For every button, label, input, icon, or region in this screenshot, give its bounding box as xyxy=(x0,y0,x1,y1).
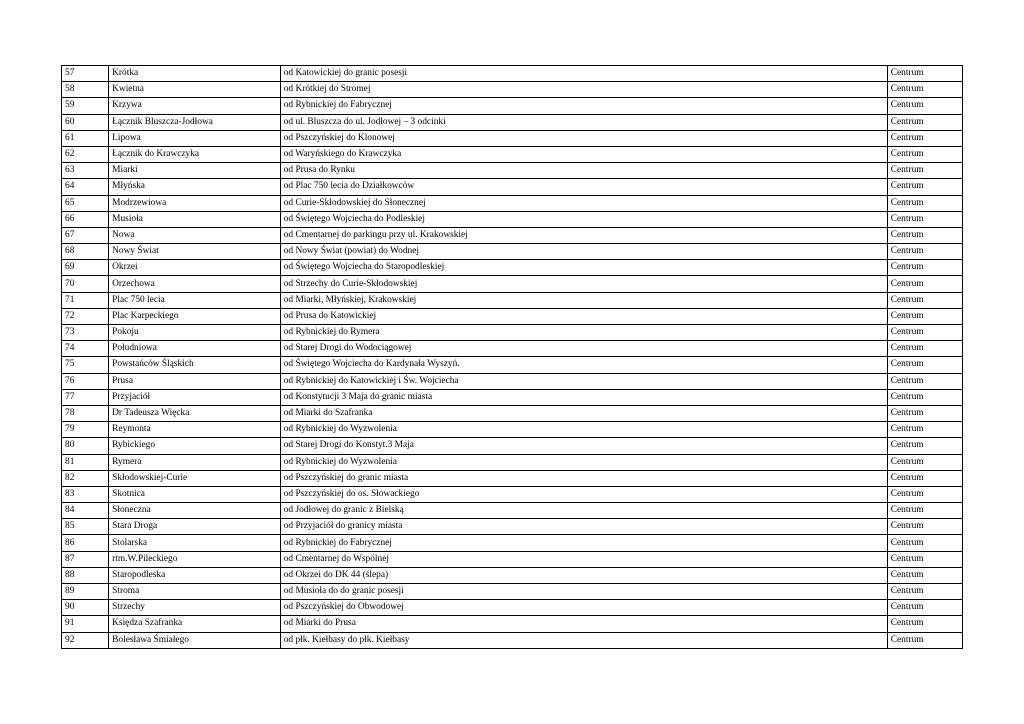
table-row xyxy=(62,66,963,82)
street-range: od Prusa do Katowickiej xyxy=(280,308,887,324)
street-range: od Rybnickiej do Rymera xyxy=(280,325,887,341)
table-row xyxy=(62,260,963,276)
table-row xyxy=(62,308,963,324)
zone-name: Centrum xyxy=(887,325,962,341)
street-name: Łącznik do Krawczyka xyxy=(109,146,281,162)
zone-name: Centrum xyxy=(887,292,962,308)
street-range: od Rybnickiej do Wyzwolenia xyxy=(280,422,887,438)
table-row xyxy=(62,179,963,195)
zone-name: Centrum xyxy=(887,405,962,421)
row-number: 64 xyxy=(62,179,109,195)
street-name: Przyjaciół xyxy=(109,389,281,405)
table-row xyxy=(62,146,963,162)
table-row xyxy=(62,82,963,98)
table-row xyxy=(62,438,963,454)
street-name: Powstańców Śląskich xyxy=(109,357,281,373)
street-name: Skotnica xyxy=(109,486,281,502)
street-range: od Nowy Świat (powiat) do Wodnej xyxy=(280,244,887,260)
street-range: od Pszczyńskiej do os. Słowackiego xyxy=(280,486,887,502)
street-name: Rybickiego xyxy=(109,438,281,454)
row-number: 85 xyxy=(62,519,109,535)
table-row xyxy=(62,227,963,243)
table-row xyxy=(62,373,963,389)
row-number: 89 xyxy=(62,584,109,600)
street-name: Prusa xyxy=(109,373,281,389)
street-name: Musioła xyxy=(109,211,281,227)
row-number: 71 xyxy=(62,292,109,308)
zone-name: Centrum xyxy=(887,567,962,583)
zone-name: Centrum xyxy=(887,341,962,357)
row-number: 70 xyxy=(62,276,109,292)
table-row xyxy=(62,486,963,502)
street-name: Krzywa xyxy=(109,98,281,114)
row-number: 83 xyxy=(62,486,109,502)
table-row xyxy=(62,616,963,632)
street-range: od Pszczyńskiej do granic miasta xyxy=(280,470,887,486)
table-row xyxy=(62,454,963,470)
zone-name: Centrum xyxy=(887,244,962,260)
table-row xyxy=(62,98,963,114)
zone-name: Centrum xyxy=(887,98,962,114)
street-name: Lipowa xyxy=(109,130,281,146)
street-name: Plac Karpeckiego xyxy=(109,308,281,324)
street-name: Nowa xyxy=(109,227,281,243)
table-row xyxy=(62,276,963,292)
street-range: od Krótkiej do Stromej xyxy=(280,82,887,98)
table-row xyxy=(62,470,963,486)
row-number: 62 xyxy=(62,146,109,162)
street-range: od Świętego Wojciecha do Podleskiej xyxy=(280,211,887,227)
row-number: 87 xyxy=(62,551,109,567)
zone-name: Centrum xyxy=(887,130,962,146)
table-row xyxy=(62,405,963,421)
street-name: Rymera xyxy=(109,454,281,470)
row-number: 78 xyxy=(62,405,109,421)
row-number: 73 xyxy=(62,325,109,341)
street-range: od Przyjaciół do granicy miasta xyxy=(280,519,887,535)
table-row xyxy=(62,163,963,179)
row-number: 59 xyxy=(62,98,109,114)
row-number: 80 xyxy=(62,438,109,454)
street-name: Dr Tadeusza Więcka xyxy=(109,405,281,421)
table-row xyxy=(62,357,963,373)
zone-name: Centrum xyxy=(887,454,962,470)
street-name: Okrzei xyxy=(109,260,281,276)
zone-name: Centrum xyxy=(887,114,962,130)
row-number: 63 xyxy=(62,163,109,179)
table-row xyxy=(62,422,963,438)
street-range: od Plac 750 lecia do Działkowców xyxy=(280,179,887,195)
street-name: Staropodleska xyxy=(109,567,281,583)
street-name: Księdza Szafranka xyxy=(109,616,281,632)
zone-name: Centrum xyxy=(887,584,962,600)
row-number: 86 xyxy=(62,535,109,551)
zone-name: Centrum xyxy=(887,389,962,405)
street-name: Stolarska xyxy=(109,535,281,551)
table-row xyxy=(62,389,963,405)
zone-name: Centrum xyxy=(887,535,962,551)
row-number: 66 xyxy=(62,211,109,227)
street-name: Strzechy xyxy=(109,600,281,616)
street-name: Modrzewiowa xyxy=(109,195,281,211)
zone-name: Centrum xyxy=(887,195,962,211)
street-range: od Jodłowej do granic z Bielską xyxy=(280,503,887,519)
street-range: od Miarki do Szafranka xyxy=(280,405,887,421)
street-range: od ul. Bluszcza do ul. Jodłowej – 3 odcinki xyxy=(280,114,887,130)
zone-name: Centrum xyxy=(887,438,962,454)
table-row xyxy=(62,130,963,146)
street-name: rtm.W.Pileckiego xyxy=(109,551,281,567)
row-number: 76 xyxy=(62,373,109,389)
street-range: od Rybnickiej do Wyzwolenia xyxy=(280,454,887,470)
zone-name: Centrum xyxy=(887,66,962,82)
street-name: Łącznik Bluszcza-Jodłowa xyxy=(109,114,281,130)
street-name: Słoneczna xyxy=(109,503,281,519)
row-number: 91 xyxy=(62,616,109,632)
zone-name: Centrum xyxy=(887,486,962,502)
street-name: Krótka xyxy=(109,66,281,82)
street-name: Orzechowa xyxy=(109,276,281,292)
table-row xyxy=(62,535,963,551)
street-name: Nowy Świat xyxy=(109,244,281,260)
row-number: 82 xyxy=(62,470,109,486)
table-row xyxy=(62,600,963,616)
street-range: od Miarki, Młyńskiej, Krakowskiej xyxy=(280,292,887,308)
zone-name: Centrum xyxy=(887,227,962,243)
row-number: 77 xyxy=(62,389,109,405)
street-name: Południowa xyxy=(109,341,281,357)
street-range: od Pszczyńskiej do Obwodowej xyxy=(280,600,887,616)
row-number: 84 xyxy=(62,503,109,519)
street-range: od Okrzei do DK 44 (ślepa) xyxy=(280,567,887,583)
zone-name: Centrum xyxy=(887,179,962,195)
row-number: 72 xyxy=(62,308,109,324)
row-number: 92 xyxy=(62,632,109,648)
zone-name: Centrum xyxy=(887,422,962,438)
row-number: 65 xyxy=(62,195,109,211)
zone-name: Centrum xyxy=(887,211,962,227)
row-number: 75 xyxy=(62,357,109,373)
row-number: 69 xyxy=(62,260,109,276)
table-row xyxy=(62,211,963,227)
street-name: Kwietna xyxy=(109,82,281,98)
street-range: od Prusa do Rynku xyxy=(280,163,887,179)
table-row xyxy=(62,341,963,357)
zone-name: Centrum xyxy=(887,276,962,292)
zone-name: Centrum xyxy=(887,308,962,324)
zone-name: Centrum xyxy=(887,82,962,98)
zone-name: Centrum xyxy=(887,600,962,616)
table-row xyxy=(62,632,963,648)
street-range: od płk. Kiełbasy do płk. Kiełbasy xyxy=(280,632,887,648)
zone-name: Centrum xyxy=(887,632,962,648)
row-number: 68 xyxy=(62,244,109,260)
street-range: od Cmentarnej do Wspólnej xyxy=(280,551,887,567)
zone-name: Centrum xyxy=(887,163,962,179)
street-name: Stara Droga xyxy=(109,519,281,535)
street-range: od Konstytucji 3 Maja do granic miasta xyxy=(280,389,887,405)
zone-name: Centrum xyxy=(887,373,962,389)
table-row xyxy=(62,244,963,260)
street-name: Skłodowskiej-Curie xyxy=(109,470,281,486)
street-range: od Musioła do do granic posesji xyxy=(280,584,887,600)
row-number: 60 xyxy=(62,114,109,130)
street-range: od Rybnickiej do Fabrycznej xyxy=(280,98,887,114)
zone-name: Centrum xyxy=(887,470,962,486)
table-row xyxy=(62,195,963,211)
streets-table-body xyxy=(62,66,963,649)
street-range: od Pszczyńskiej do Klonowej xyxy=(280,130,887,146)
street-range: od Świętego Wojciecha do Kardynała Wyszyń. xyxy=(280,357,887,373)
table-row xyxy=(62,567,963,583)
table-row xyxy=(62,519,963,535)
street-range: od Świętego Wojciecha do Staropodleskiej xyxy=(280,260,887,276)
table-row xyxy=(62,584,963,600)
zone-name: Centrum xyxy=(887,146,962,162)
row-number: 67 xyxy=(62,227,109,243)
row-number: 90 xyxy=(62,600,109,616)
zone-name: Centrum xyxy=(887,503,962,519)
street-range: od Starej Drogi do Wodociągowej xyxy=(280,341,887,357)
street-range: od Waryńskiego do Krawczyka xyxy=(280,146,887,162)
zone-name: Centrum xyxy=(887,357,962,373)
table-row xyxy=(62,292,963,308)
street-name: Pokoju xyxy=(109,325,281,341)
row-number: 57 xyxy=(62,66,109,82)
zone-name: Centrum xyxy=(887,519,962,535)
table-row xyxy=(62,551,963,567)
table-row xyxy=(62,114,963,130)
row-number: 81 xyxy=(62,454,109,470)
zone-name: Centrum xyxy=(887,551,962,567)
row-number: 58 xyxy=(62,82,109,98)
street-name: Reymonta xyxy=(109,422,281,438)
streets-table xyxy=(61,65,963,649)
row-number: 79 xyxy=(62,422,109,438)
street-range: od Rybnickiej do Fabrycznej xyxy=(280,535,887,551)
street-range: od Cmentarnej do parkingu przy ul. Krakowskiej xyxy=(280,227,887,243)
table-row xyxy=(62,503,963,519)
street-range: od Rybnickiej do Katowickiej i Św. Wojciecha xyxy=(280,373,887,389)
street-name: Młyńska xyxy=(109,179,281,195)
street-name: Plac 750 lecia xyxy=(109,292,281,308)
street-range: od Starej Drogi do Konstyt.3 Maja xyxy=(280,438,887,454)
table-row xyxy=(62,325,963,341)
street-name: Bolesława Śmiałego xyxy=(109,632,281,648)
zone-name: Centrum xyxy=(887,260,962,276)
row-number: 88 xyxy=(62,567,109,583)
street-range: od Curie-Skłodowskiej do Słonecznej xyxy=(280,195,887,211)
street-name: Miarki xyxy=(109,163,281,179)
row-number: 74 xyxy=(62,341,109,357)
street-range: od Strzechy do Curie-Skłodowskiej xyxy=(280,276,887,292)
row-number: 61 xyxy=(62,130,109,146)
street-range: od Katowickiej do granic posesji xyxy=(280,66,887,82)
street-name: Stroma xyxy=(109,584,281,600)
zone-name: Centrum xyxy=(887,616,962,632)
street-range: od Miarki do Prusa xyxy=(280,616,887,632)
